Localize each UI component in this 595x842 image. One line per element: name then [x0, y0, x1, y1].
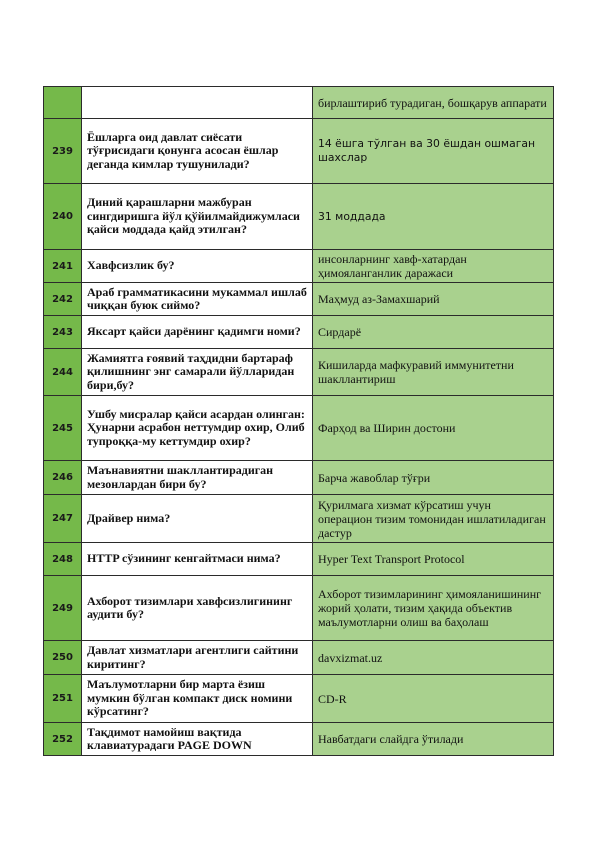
question-text: Тақдимот намойиш вақтида клавиатурадаги PAGE DOWN — [82, 723, 313, 756]
question-number — [44, 87, 82, 119]
table-row — [44, 184, 554, 250]
question-number: 250 — [44, 641, 82, 675]
table-row — [44, 349, 554, 396]
answer-text: Маҳмуд аз-Замахшарий — [313, 283, 554, 316]
answer-text: Сирдарё — [313, 316, 554, 349]
table-row — [44, 675, 554, 723]
qa-table — [43, 86, 554, 756]
table-row — [44, 576, 554, 641]
question-text: Давлат хизматлари агентлиги сайтини киритинг? — [82, 641, 313, 675]
answer-text: Кишиларда мафкуравий иммунитетни шакллантириш — [313, 349, 554, 396]
question-text: Диний қарашларни мажбуран сингдиришга йўл қўйилмайдижумласи қайси моддада қайд этилган? — [82, 184, 313, 250]
answer-text: 31 моддада — [313, 184, 554, 250]
question-number: 252 — [44, 723, 82, 756]
question-text: Яксарт қайси дарёнинг қадимги номи? — [82, 316, 313, 349]
answer-text: Ахборот тизимларининг ҳимояланишининг жорий ҳолати, тизим ҳақида объектив маълумотларни олиш ва баҳолаш — [313, 576, 554, 641]
question-number: 239 — [44, 119, 82, 184]
table-row — [44, 316, 554, 349]
question-text: HTTP сўзининг кенгайтмаси нима? — [82, 543, 313, 576]
answer-text: Фарҳод ва Ширин достони — [313, 396, 554, 461]
question-number: 243 — [44, 316, 82, 349]
table-row — [44, 543, 554, 576]
question-number: 245 — [44, 396, 82, 461]
table-row — [44, 119, 554, 184]
answer-text: бирлаштириб турадиган, бошқарув аппарати — [313, 87, 554, 119]
answer-text: инсонларнинг хавф-хатардан ҳимояланганлик даражаси — [313, 250, 554, 283]
question-number: 244 — [44, 349, 82, 396]
question-text: Ёшларга оид давлат сиёсати тўғрисидаги қонунга асосан ёшлар деганда кимлар тушунилади? — [82, 119, 313, 184]
answer-text: Барча жавоблар тўғри — [313, 461, 554, 495]
table-row — [44, 461, 554, 495]
question-text: Хавфсизлик бу? — [82, 250, 313, 283]
answer-text: CD-R — [313, 675, 554, 723]
table-row — [44, 641, 554, 675]
question-number: 240 — [44, 184, 82, 250]
answer-text: 14 ёшга тўлган ва 30 ёшдан ошмаган шахслар — [313, 119, 554, 184]
question-number: 242 — [44, 283, 82, 316]
question-text: Маълумотларни бир марта ёзиш мумкин бўлган компакт диск номини кўрсатинг? — [82, 675, 313, 723]
question-text: Араб грамматикасини мукаммал ишлаб чиққан буюк сиймо? — [82, 283, 313, 316]
table-row — [44, 283, 554, 316]
table-row — [44, 250, 554, 283]
answer-text: davxizmat.uz — [313, 641, 554, 675]
question-number: 251 — [44, 675, 82, 723]
question-number: 247 — [44, 495, 82, 543]
table-row — [44, 396, 554, 461]
answer-text: Навбатдаги слайдга ўтилади — [313, 723, 554, 756]
question-number: 241 — [44, 250, 82, 283]
question-text: Ушбу мисралар қайси асардан олинган: Ҳунарни асрабон неттумдир охир, Олиб тупроққа-му кеттумдир охир? — [82, 396, 313, 461]
qa-table-body — [44, 87, 554, 756]
question-number: 249 — [44, 576, 82, 641]
table-row — [44, 723, 554, 756]
table-row — [44, 87, 554, 119]
question-text: Жамиятга ғоявий таҳдидни бартараф қилишнинг энг самарали йўлларидан бири,бу? — [82, 349, 313, 396]
answer-text: Hyper Text Transport Protocol — [313, 543, 554, 576]
question-number: 248 — [44, 543, 82, 576]
question-text: Маънавиятни шакллантирадиган мезонлардан бири бу? — [82, 461, 313, 495]
answer-text: Қурилмага хизмат кўрсатиш учун операцион тизим томонидан ишлатиладиган дастур — [313, 495, 554, 543]
table-row — [44, 495, 554, 543]
question-text: Драйвер нима? — [82, 495, 313, 543]
question-number: 246 — [44, 461, 82, 495]
question-text — [82, 87, 313, 119]
question-text: Ахборот тизимлари хавфсизлигининг аудити бу? — [82, 576, 313, 641]
